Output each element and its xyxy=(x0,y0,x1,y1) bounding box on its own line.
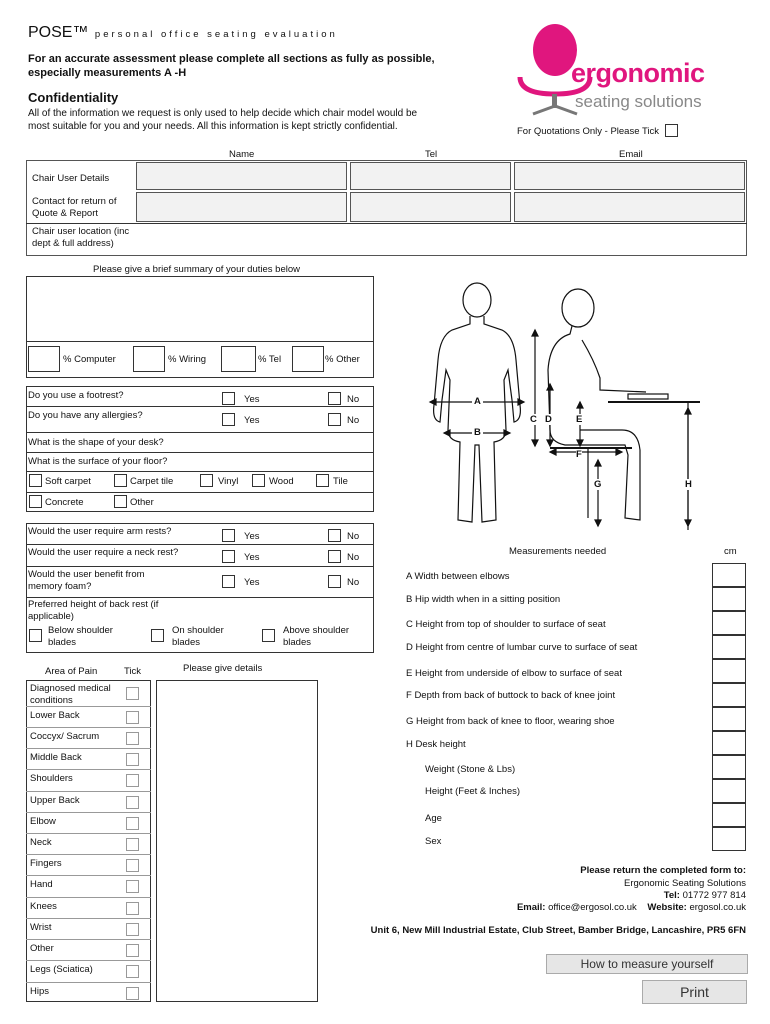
row-line xyxy=(26,432,374,433)
footrest-yes-checkbox[interactable] xyxy=(222,392,235,405)
floor-concrete-checkbox[interactable] xyxy=(29,495,42,508)
location-field[interactable] xyxy=(136,225,745,254)
measurement-extra-label: Height (Feet & Inches) xyxy=(425,786,521,797)
pain-row-line xyxy=(26,748,151,749)
memory-foam-no-checkbox[interactable] xyxy=(328,575,341,588)
allergies-yes-checkbox[interactable] xyxy=(222,413,235,426)
arm-rests-no-label: No xyxy=(347,531,360,542)
percent-tel-label: % Tel xyxy=(258,354,282,365)
pain-row-line xyxy=(26,939,151,940)
measurement-extra-label: Age xyxy=(425,813,442,824)
neck-rest-yes-label: Yes xyxy=(244,552,260,563)
pain-row-line xyxy=(26,791,151,792)
back-rest-question: Preferred height of back rest (if applicable) xyxy=(28,599,159,622)
allergies-yes-label: Yes xyxy=(244,415,260,426)
label-f: F xyxy=(576,449,582,460)
pain-tick-checkbox[interactable] xyxy=(126,732,139,745)
arm-rests-no-checkbox[interactable] xyxy=(328,529,341,542)
body-measurement-diagram xyxy=(400,280,730,535)
floor-other-label: Other xyxy=(130,497,154,508)
floor-tile-checkbox[interactable] xyxy=(316,474,329,487)
floor-wood-checkbox[interactable] xyxy=(252,474,265,487)
chair-user-tel-field[interactable] xyxy=(350,162,511,190)
pain-area-label: Shoulders xyxy=(30,773,73,784)
measurement-label: H Desk height xyxy=(406,739,466,750)
pain-tick-checkbox[interactable] xyxy=(126,859,139,872)
memory-foam-question: Would the user benefit from memory foam? xyxy=(28,569,145,592)
pain-details-header: Please give details xyxy=(183,663,263,674)
return-tel xyxy=(664,890,746,901)
pain-tick-checkbox[interactable] xyxy=(126,987,139,1000)
contact-name-field[interactable] xyxy=(136,192,347,222)
measurement-input[interactable] xyxy=(712,779,746,803)
row-line xyxy=(26,566,374,567)
pain-area-label: Upper Back xyxy=(30,795,80,806)
measurement-label: F Depth from back of buttock to back of knee joint xyxy=(406,690,616,701)
how-to-measure-button[interactable]: How to measure yourself xyxy=(546,954,748,974)
measurement-input[interactable] xyxy=(712,731,746,755)
contact-email-field[interactable] xyxy=(514,192,745,222)
pain-tick-checkbox[interactable] xyxy=(126,944,139,957)
measurement-label: E Height from underside of elbow to surface of seat xyxy=(406,668,622,679)
table-divider xyxy=(26,223,747,224)
pain-tick-header: Tick xyxy=(124,666,142,677)
pain-tick-checkbox[interactable] xyxy=(126,902,139,915)
print-button[interactable]: Print xyxy=(642,980,747,1004)
pain-row-line xyxy=(26,875,151,876)
label-e: E xyxy=(576,414,583,425)
memory-foam-yes-checkbox[interactable] xyxy=(222,575,235,588)
arm-rests-yes-checkbox[interactable] xyxy=(222,529,235,542)
pain-row-line xyxy=(26,918,151,919)
title-text: POSE™ xyxy=(28,24,89,41)
row-label-location: Chair user location (inc dept & full address) xyxy=(32,226,130,249)
neck-rest-yes-checkbox[interactable] xyxy=(222,550,235,563)
desk-shape-question: What is the shape of your desk? xyxy=(28,437,164,448)
quotation-checkbox[interactable] xyxy=(665,124,678,137)
measurement-label: D Height from centre of lumbar curve to surface of seat xyxy=(406,642,638,653)
allergies-no-label: No xyxy=(347,415,360,426)
pain-area-label: Lower Back xyxy=(30,710,80,721)
back-below-shoulder-label: Below shoulder blades xyxy=(48,625,113,648)
measurement-input[interactable] xyxy=(712,827,746,851)
tel-value: 01772 977 814 xyxy=(682,890,746,901)
row-label-chair-user: Chair User Details xyxy=(32,173,110,184)
measurement-input[interactable] xyxy=(712,707,746,731)
row-line xyxy=(26,544,374,545)
web-label: Website: xyxy=(647,902,687,913)
percent-other-field[interactable] xyxy=(292,346,324,372)
back-on-shoulder-label: On shoulder blades xyxy=(172,625,224,648)
measurement-label: B Hip width when in a sitting position xyxy=(406,594,561,605)
floor-concrete-label: Concrete xyxy=(45,497,84,508)
pain-area-label: Middle Back xyxy=(30,752,82,763)
row-line xyxy=(26,597,374,598)
measurements-heading: Measurements needed xyxy=(509,546,607,557)
chair-user-name-field[interactable] xyxy=(136,162,347,190)
measurement-input[interactable] xyxy=(712,587,746,611)
duties-label: Please give a brief summary of your duties below xyxy=(93,264,300,275)
floor-soft-carpet-checkbox[interactable] xyxy=(29,474,42,487)
logo-word-ergonomic: ergonomic xyxy=(571,58,705,88)
pain-row-line xyxy=(26,769,151,770)
floor-tile-label: Tile xyxy=(333,476,348,487)
row-line xyxy=(26,406,374,407)
measurement-input[interactable] xyxy=(712,755,746,779)
pain-area-label: Hand xyxy=(30,879,53,890)
allergies-question: Do you have any allergies? xyxy=(28,410,143,421)
pain-tick-checkbox[interactable] xyxy=(126,965,139,978)
return-company: Ergonomic Seating Solutions xyxy=(624,878,746,889)
floor-wood-label: Wood xyxy=(269,476,294,487)
percent-other-label: % Other xyxy=(325,354,360,365)
label-b: B xyxy=(474,427,481,438)
memory-foam-no-label: No xyxy=(347,577,360,588)
measurement-input[interactable] xyxy=(712,803,746,827)
pain-row-line xyxy=(26,854,151,855)
percent-wiring-label: % Wiring xyxy=(168,354,207,365)
measurements-unit: cm xyxy=(724,546,737,557)
return-address: Unit 6, New Mill Industrial Estate, Club Street, Bamber Bridge, Lancashire, PR5 6FN xyxy=(370,925,746,936)
company-logo xyxy=(515,22,745,117)
pain-tick-checkbox[interactable] xyxy=(126,817,139,830)
label-d: D xyxy=(545,414,552,425)
neck-rest-no-label: No xyxy=(347,552,360,563)
percent-wiring-field[interactable] xyxy=(133,346,165,372)
measurement-extra-label: Weight (Stone & Lbs) xyxy=(425,764,516,775)
measurement-input[interactable] xyxy=(712,683,746,707)
floor-carpet-tile-label: Carpet tile xyxy=(130,476,174,487)
back-above-shoulder-label: Above shoulder blades xyxy=(283,625,350,648)
measurement-input[interactable] xyxy=(712,635,746,659)
pain-area-label: Legs (Sciatica) xyxy=(30,964,93,975)
neck-rest-no-checkbox[interactable] xyxy=(328,550,341,563)
pain-tick-checkbox[interactable] xyxy=(126,796,139,809)
email-label: Email: xyxy=(516,902,546,913)
body-figures-icon xyxy=(400,280,730,535)
arm-rests-yes-label: Yes xyxy=(244,531,260,542)
pain-area-header: Area of Pain xyxy=(45,666,98,677)
quotation-label: For Quotations Only - Please Tick xyxy=(517,126,660,137)
row-line xyxy=(26,492,374,493)
pain-tick-checkbox[interactable] xyxy=(126,880,139,893)
measurement-label: A Width between elbows xyxy=(406,571,510,582)
pain-area-label: Wrist xyxy=(30,922,52,933)
chair-user-email-field[interactable] xyxy=(514,162,745,190)
percent-computer-field[interactable] xyxy=(28,346,60,372)
return-heading: Please return the completed form to: xyxy=(580,865,746,876)
measurement-extra-label: Sex xyxy=(425,836,442,847)
arm-rests-question: Would the user require arm rests? xyxy=(28,526,172,537)
pain-tick-checkbox[interactable] xyxy=(126,687,139,700)
subtitle-text: personal office seating evaluation xyxy=(94,29,338,40)
form-title xyxy=(28,24,338,42)
pain-details-textarea[interactable] xyxy=(156,680,318,1002)
questions-block xyxy=(26,386,374,512)
allergies-no-checkbox[interactable] xyxy=(328,413,341,426)
pain-row-line xyxy=(26,812,151,813)
measurement-input[interactable] xyxy=(712,659,746,683)
percent-tel-field[interactable] xyxy=(221,346,256,372)
label-a: A xyxy=(474,396,481,407)
pain-row-line xyxy=(26,706,151,707)
footrest-no-label: No xyxy=(347,394,360,405)
footrest-no-checkbox[interactable] xyxy=(328,392,341,405)
measurement-input[interactable] xyxy=(712,611,746,635)
pain-tick-checkbox[interactable] xyxy=(126,774,139,787)
floor-soft-carpet-label: Soft carpet xyxy=(45,476,91,487)
back-below-shoulder-checkbox[interactable] xyxy=(29,629,42,642)
memory-foam-yes-label: Yes xyxy=(244,577,260,588)
measurement-input[interactable] xyxy=(712,563,746,587)
label-g: G xyxy=(594,479,602,490)
tel-label: Tel: xyxy=(663,890,680,901)
percent-computer-label: % Computer xyxy=(63,354,116,365)
floor-vinyl-checkbox[interactable] xyxy=(200,474,213,487)
label-c: C xyxy=(530,414,537,425)
pain-tick-checkbox[interactable] xyxy=(126,753,139,766)
pain-area-label: Diagnosed medical conditions xyxy=(30,683,111,706)
pain-row-line xyxy=(26,982,151,983)
floor-surface-question: What is the surface of your floor? xyxy=(28,456,168,467)
pain-area-label: Fingers xyxy=(30,858,62,869)
row-line xyxy=(26,452,374,453)
pain-area-label: Hips xyxy=(30,986,50,997)
label-h: H xyxy=(685,479,692,490)
pain-row-line xyxy=(26,960,151,961)
pain-area-label: Elbow xyxy=(30,816,56,827)
email-link[interactable]: office@ergosol.co.uk xyxy=(548,902,637,913)
row-label-contact: Contact for return of Quote & Report xyxy=(32,196,117,219)
col-name-header: Name xyxy=(229,149,255,160)
row-line xyxy=(26,471,374,472)
floor-vinyl-label: Vinyl xyxy=(218,476,239,487)
web-link[interactable]: ergosol.co.uk xyxy=(689,902,746,913)
neck-rest-question: Would the user require a neck rest? xyxy=(28,547,179,558)
pain-row-line xyxy=(26,833,151,834)
back-on-shoulder-checkbox[interactable] xyxy=(151,629,164,642)
floor-other-checkbox[interactable] xyxy=(114,495,127,508)
pain-row-line xyxy=(26,897,151,898)
pain-tick-checkbox[interactable] xyxy=(126,923,139,936)
confidentiality-text: All of the information we request is only used to help decide which chair model would be most suitable for you and your needs. All this information is kept strictly confidential. xyxy=(28,108,418,132)
contact-tel-field[interactable] xyxy=(350,192,511,222)
return-email-web xyxy=(517,902,746,913)
col-tel-header: Tel xyxy=(425,149,438,160)
pain-area-label: Neck xyxy=(30,837,52,848)
pain-tick-checkbox[interactable] xyxy=(126,711,139,724)
measurement-label: G Height from back of knee to floor, wearing shoe xyxy=(406,716,615,727)
pain-row-line xyxy=(26,727,151,728)
measurement-label: C Height from top of shoulder to surface of seat xyxy=(406,619,606,630)
footrest-yes-label: Yes xyxy=(244,394,260,405)
duties-divider xyxy=(26,341,374,342)
back-above-shoulder-checkbox[interactable] xyxy=(262,629,275,642)
pain-area-label: Other xyxy=(30,943,54,954)
footrest-question: Do you use a footrest? xyxy=(28,390,124,401)
pain-area-label: Knees xyxy=(30,901,57,912)
pain-tick-checkbox[interactable] xyxy=(126,838,139,851)
pain-area-label: Coccyx/ Sacrum xyxy=(30,731,100,742)
instruction-text: For an accurate assessment please complete all sections as fully as possible, especially measurements A -H xyxy=(28,53,435,79)
col-email-header: Email xyxy=(619,149,643,160)
logo-word-seating: seating solutions xyxy=(575,92,702,111)
confidentiality-heading: Confidentiality xyxy=(28,90,119,105)
floor-carpet-tile-checkbox[interactable] xyxy=(114,474,127,487)
